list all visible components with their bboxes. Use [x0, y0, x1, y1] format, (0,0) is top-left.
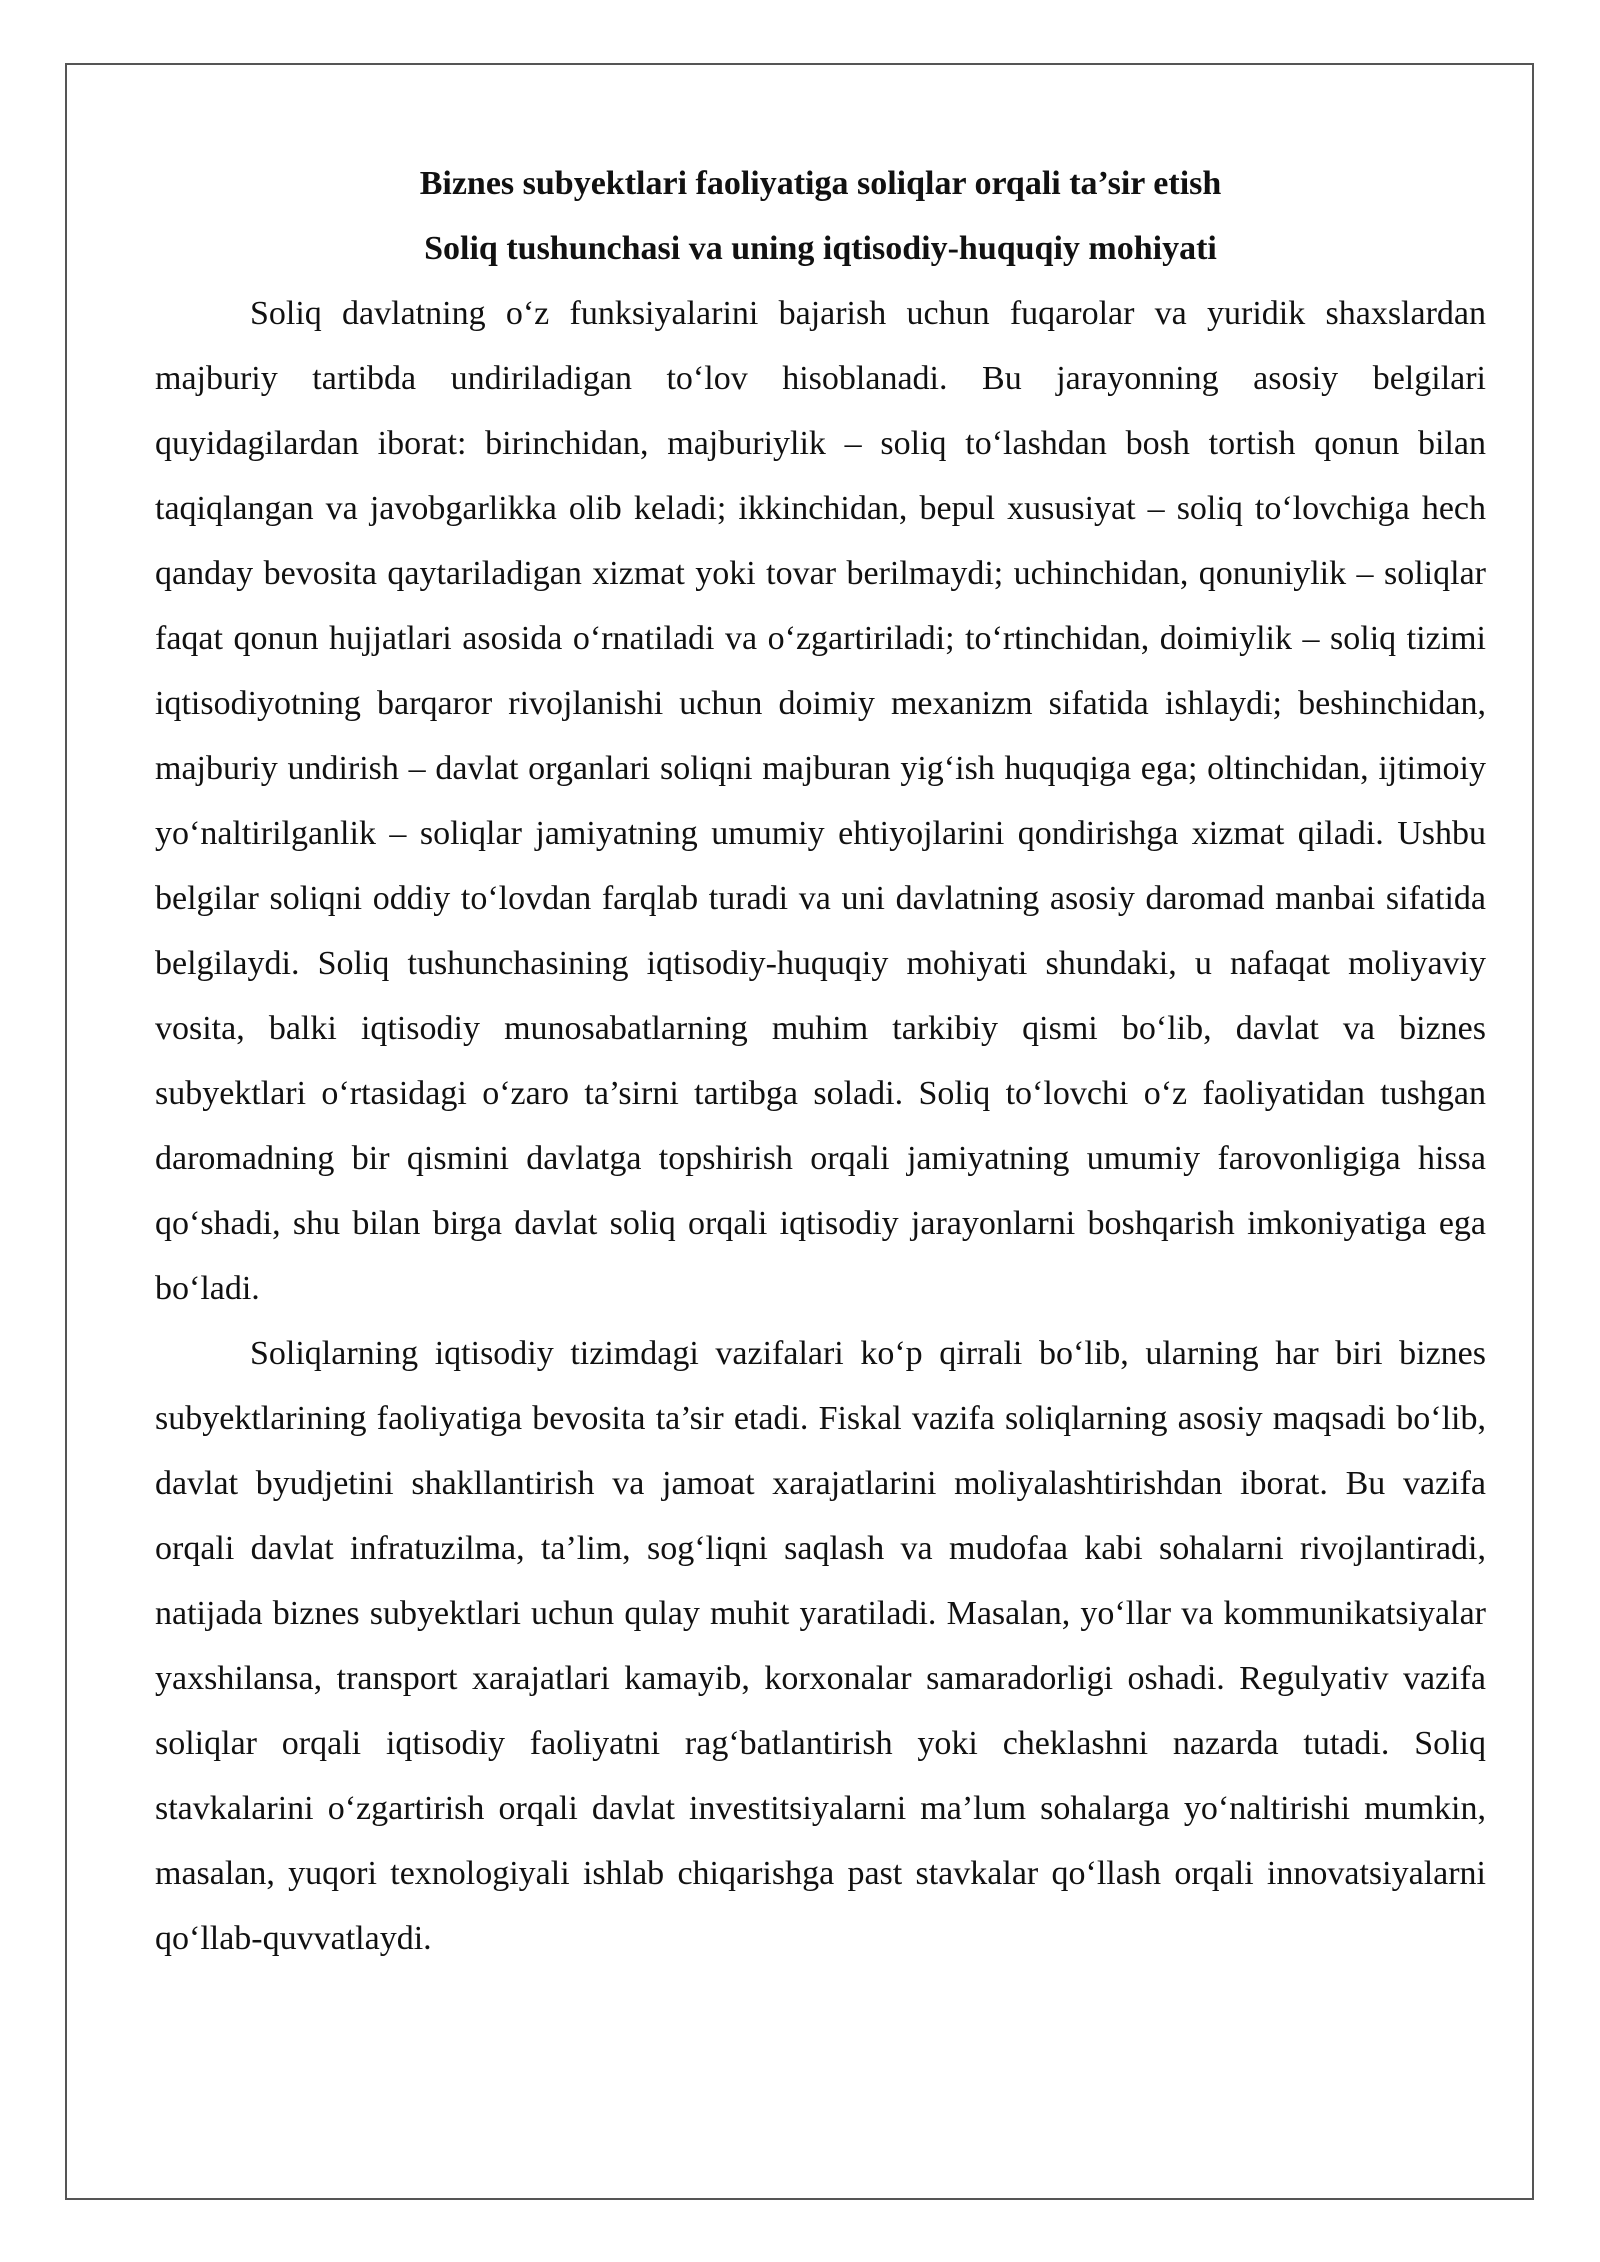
- document-title: Biznes subyektlari faoliyatiga soliqlar orqali ta’sir etish: [419, 165, 1222, 202]
- document-page: [65, 63, 1534, 2200]
- paragraph-1: Soliq davlatning o‘z funksiyalarini bajarish uchun fuqarolar va yuridik shaxslardan majburiy tartibda undiriladigan to‘lov hisoblanadi. Bu jarayonning asosiy belgilari quyidagilardan iborat: birinchidan, majburiylik – soliq to‘lashdan bosh tortish qonun bilan taqiqlangan va javobgarlikka olib keladi; ikkinchidan, bepul xususiyat – soliq to‘lovchiga hech qanday bevosita qaytariladigan xizmat yoki tovar berilmaydi; uchinchidan, qonuniylik – soliqlar faqat qonun hujjatlari asosida o‘rnatiladi va o‘zgartiriladi; to‘rtinchidan, doimiylik – soliq tizimi iqtisodiyotning barqaror rivojlanishi uchun doimiy mexanizm sifatida ishlaydi; beshinchidan, majburiy undirish – davlat organlari soliqni majburan yig‘ish huquqiga ega; oltinchidan, ijtimoiy yo‘naltirilganlik – soliqlar jamiyatning umumiy ehtiyojlarini qondirishga xizmat qiladi. Ushbu belgilar soliqni oddiy to‘lovdan farqlab turadi va uni davlatning asosiy daromad manbai sifatida belgilaydi. Soliq tushunchasining iqtisodiy-huquqiy mohiyati shundaki, u nafaqat moliyaviy vosita, balki iqtisodiy munosabatlarning muhim tarkibiy qismi bo‘lib, davlat va biznes subyektlari o‘rtasidagi o‘zaro ta’sirni tartibga soladi. Soliq to‘lovchi o‘z faoliyatidan tushgan daromadning bir qismini davlatga topshirish orqali jamiyatning umumiy farovonligiga hissa qo‘shadi, shu bilan birga davlat soliq orqali iqtisodiy jarayonlarni boshqarish imkoniyatiga ega bo‘ladi.: [155, 295, 1486, 1307]
- section-heading: Soliq tushunchasi va uning iqtisodiy-huquqiy mohiyati: [424, 230, 1217, 267]
- document-body: [155, 151, 1486, 1971]
- paragraph-2: Soliqlarning iqtisodiy tizimdagi vazifalari ko‘p qirrali bo‘lib, ularning har biri biznes subyektlarining faoliyatiga bevosita ta’sir etadi. Fiskal vazifa soliqlarning asosiy maqsadi bo‘lib, davlat byudjetini shakllantirish va jamoat xarajatlarini moliyalashtirishdan iborat. Bu vazifa orqali davlat infratuzilma, ta’lim, sog‘liqni saqlash va mudofaa kabi sohalarni rivojlantiradi, natijada biznes subyektlari uchun qulay muhit yaratiladi. Masalan, yo‘llar va kommunikatsiyalar yaxshilansa, transport xarajatlari kamayib, korxonalar samaradorligi oshadi. Regulyativ vazifa soliqlar orqali iqtisodiy faoliyatni rag‘batlantirish yoki cheklashni nazarda tutadi. Soliq stavkalarini o‘zgartirish orqali davlat investitsiyalarni ma’lum sohalarga yo‘naltirishi mumkin, masalan, yuqori texnologiyali ishlab chiqarishga past stavkalar qo‘llash orqali innovatsiyalarni qo‘llab-quvvatlaydi.: [155, 1335, 1486, 1957]
